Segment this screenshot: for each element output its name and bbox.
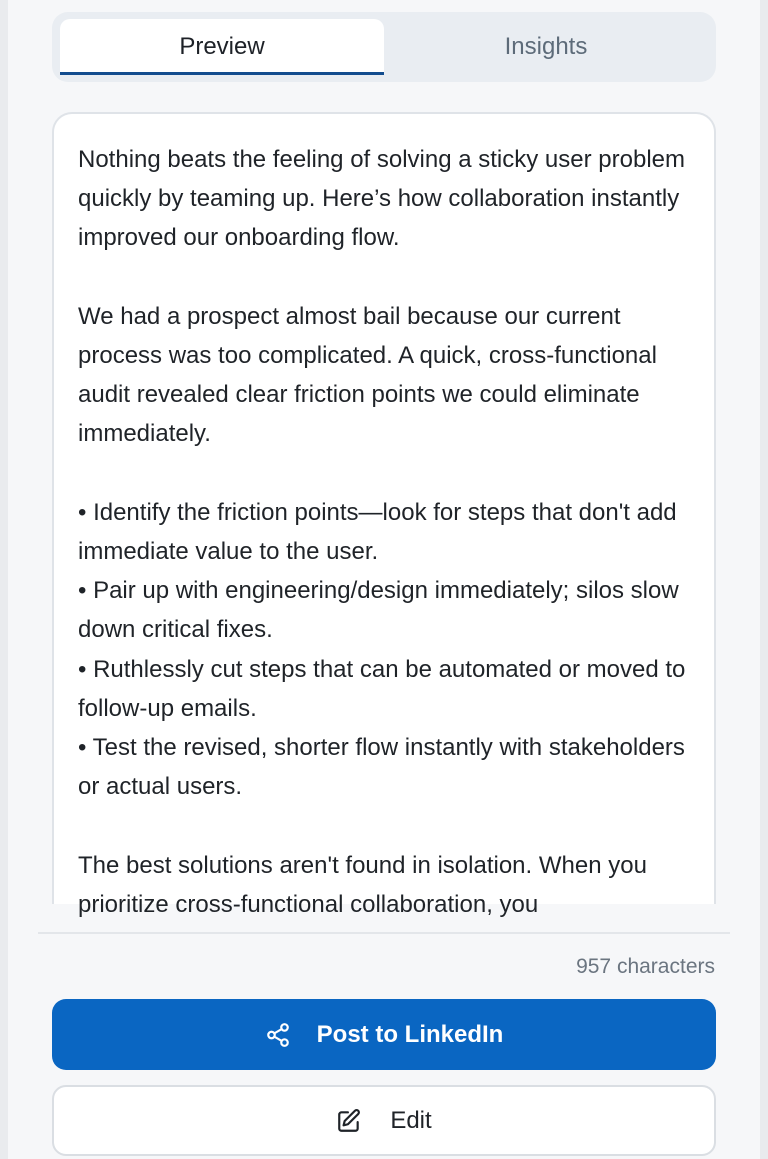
share-icon (265, 1022, 291, 1048)
edit-button[interactable] (52, 1085, 716, 1156)
edit-icon (336, 1108, 362, 1134)
post-button-label: Post to LinkedIn (316, 1020, 504, 1048)
character-count: 957 characters (576, 955, 715, 978)
tab-preview[interactable]: Preview (60, 19, 384, 75)
frame-right-edge (760, 0, 768, 1159)
tab-insights[interactable]: Insights (504, 33, 588, 60)
post-preview-card[interactable] (52, 112, 716, 918)
frame-left-edge (0, 0, 8, 1159)
post-to-linkedin-button[interactable] (52, 999, 716, 1070)
post-body-text: Nothing beats the feeling of solving a sticky user problem quickly by teaming up. Here’s how collaboration instantly improved our onboarding flow. We had a prospect almost bail because our current process was too complicated. A quick, cross-functional audit revealed clear friction points we could eliminate immediately. • Identify the friction points—look for steps that don't add immediate value to the user. • Pair up with engineering/design immediately; silos slow down critical fixes. • Ruthlessly cut steps that can be automated or moved to follow-up emails. • Test the revised, shorter flow instantly with stakeholders or actual users. The best solutions aren't found in isolation. When you prioritize cross-functional collaboration, you (78, 146, 686, 918)
tab-bar (52, 12, 716, 82)
divider (38, 932, 730, 934)
edit-button-label: Edit (390, 1106, 432, 1134)
